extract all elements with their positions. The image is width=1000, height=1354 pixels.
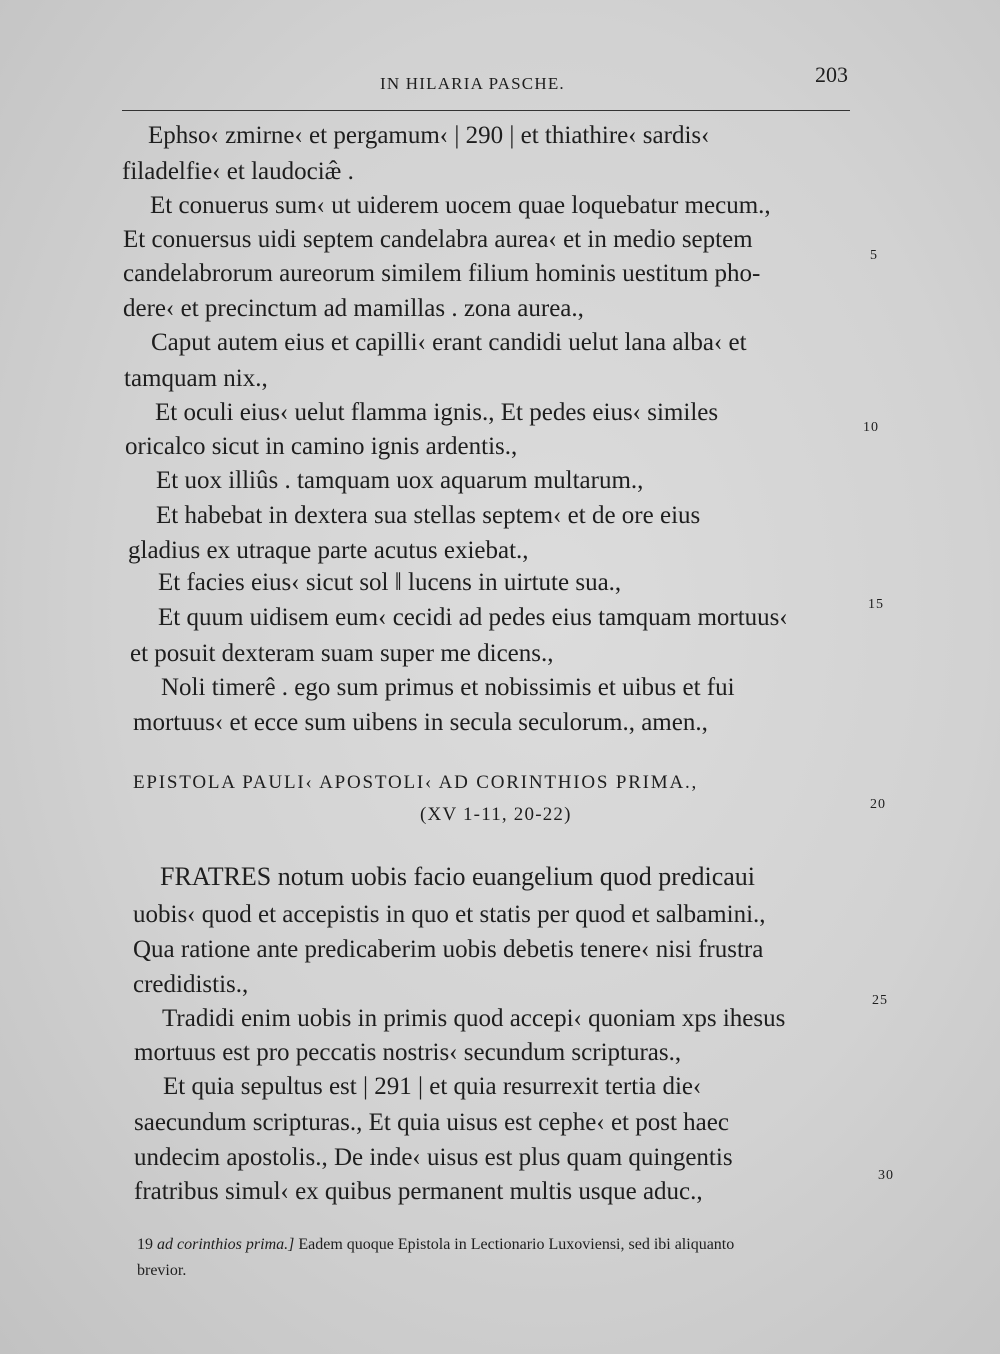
text-line: filadelfie‹ et laudociæ̂ . xyxy=(122,158,354,185)
text-line: FRATRES notum uobis facio euangelium quod predicaui xyxy=(160,862,756,891)
running-title: IN HILARIA PASCHE. xyxy=(380,74,565,93)
text-line: Noli timerê . ego sum primus et nobissimis et uibus et fui xyxy=(161,674,735,701)
text-line: Et facies eius‹ sicut sol ‖ lucens in uirtute sua., xyxy=(158,569,622,596)
text-line: undecim apostolis., De inde‹ uisus est plus quam quingentis xyxy=(134,1144,733,1171)
text-line: Et conuerus sum‹ ut uiderem uocem quae loquebatur mecum., xyxy=(150,192,771,219)
text-line: dere‹ et precinctum ad mamillas . zona aurea., xyxy=(123,295,584,322)
text-line: Et conuersus uidi septem candelabra aurea‹ et in medio septem xyxy=(123,226,753,253)
text-line: Et habebat in dextera sua stellas septem‹ et de ore eius xyxy=(156,502,701,529)
text-line: Qua ratione ante predicaberim uobis debetis tenere‹ nisi frustra xyxy=(133,936,764,963)
text-line: Et quum uidisem eum‹ cecidi ad pedes eius tamquam mortuus‹ xyxy=(158,604,788,631)
footnote xyxy=(137,1232,877,1258)
text-line: Et quia sepultus est | 291 | et quia resurrexit tertia die‹ xyxy=(163,1073,702,1100)
line-number: 25 xyxy=(872,993,888,1008)
text-line: mortuus‹ et ecce sum uibens in secula seculorum., amen., xyxy=(133,709,708,736)
epistle-title: EPISTOLA PAULI‹ APOSTOLI‹ AD CORINTHIOS PRIMA., xyxy=(133,772,699,793)
epistle-reference: (XV 1-11, 20-22) xyxy=(420,804,572,825)
text-line: saecundum scripturas., Et quia uisus est cephe‹ et post haec xyxy=(134,1109,729,1136)
text-line: Ephso‹ zmirne‹ et pergamum‹ | 290 | et thiathire‹ sardis‹ xyxy=(148,122,710,149)
text-line: gladius ex utraque parte acutus exiebat., xyxy=(128,537,529,564)
text-line: Et uox illiûs . tamquam uox aquarum multarum., xyxy=(156,467,644,494)
footnote-text: Eadem quoque Epistola in Lectionario Luxoviensi, sed ibi aliquanto xyxy=(298,1236,735,1253)
line-number: 20 xyxy=(870,797,886,812)
text-line: mortuus est pro peccatis nostris‹ secundum scripturas., xyxy=(134,1039,682,1066)
text-line: et posuit dexteram suam super me dicens., xyxy=(130,640,554,667)
footnote-number: 19 xyxy=(137,1236,153,1253)
line-number: 30 xyxy=(878,1168,894,1183)
text-line: fratribus simul‹ ex quibus permanent multis usque aduc., xyxy=(134,1178,703,1205)
text-line: Tradidi enim uobis in primis quod accepi‹ quoniam xps ihesus xyxy=(162,1005,786,1032)
page-header xyxy=(122,62,850,111)
line-number: 5 xyxy=(870,248,878,263)
text-line: credidistis., xyxy=(133,971,249,998)
text-line: Caput autem eius et capilli‹ erant candidi uelut lana alba‹ et xyxy=(151,329,747,356)
text-line: Et oculi eius‹ uelut flamma ignis., Et pedes eius‹ similes xyxy=(155,399,719,426)
text-line: uobis‹ quod et accepistis in quo et statis per quod et salbamini., xyxy=(133,901,766,928)
line-number: 15 xyxy=(868,597,884,612)
footnote-continuation: brevior. xyxy=(137,1262,187,1279)
text-line: tamquam nix., xyxy=(124,365,268,392)
text-line: oricalco sicut in camino ignis ardentis., xyxy=(125,433,518,460)
line-number: 10 xyxy=(863,420,879,435)
page-number: 203 xyxy=(815,62,848,87)
text-line: candelabrorum aureorum similem filium hominis uestitum pho- xyxy=(123,260,761,287)
footnote-lemma: ad corinthios prima.] xyxy=(157,1236,295,1253)
